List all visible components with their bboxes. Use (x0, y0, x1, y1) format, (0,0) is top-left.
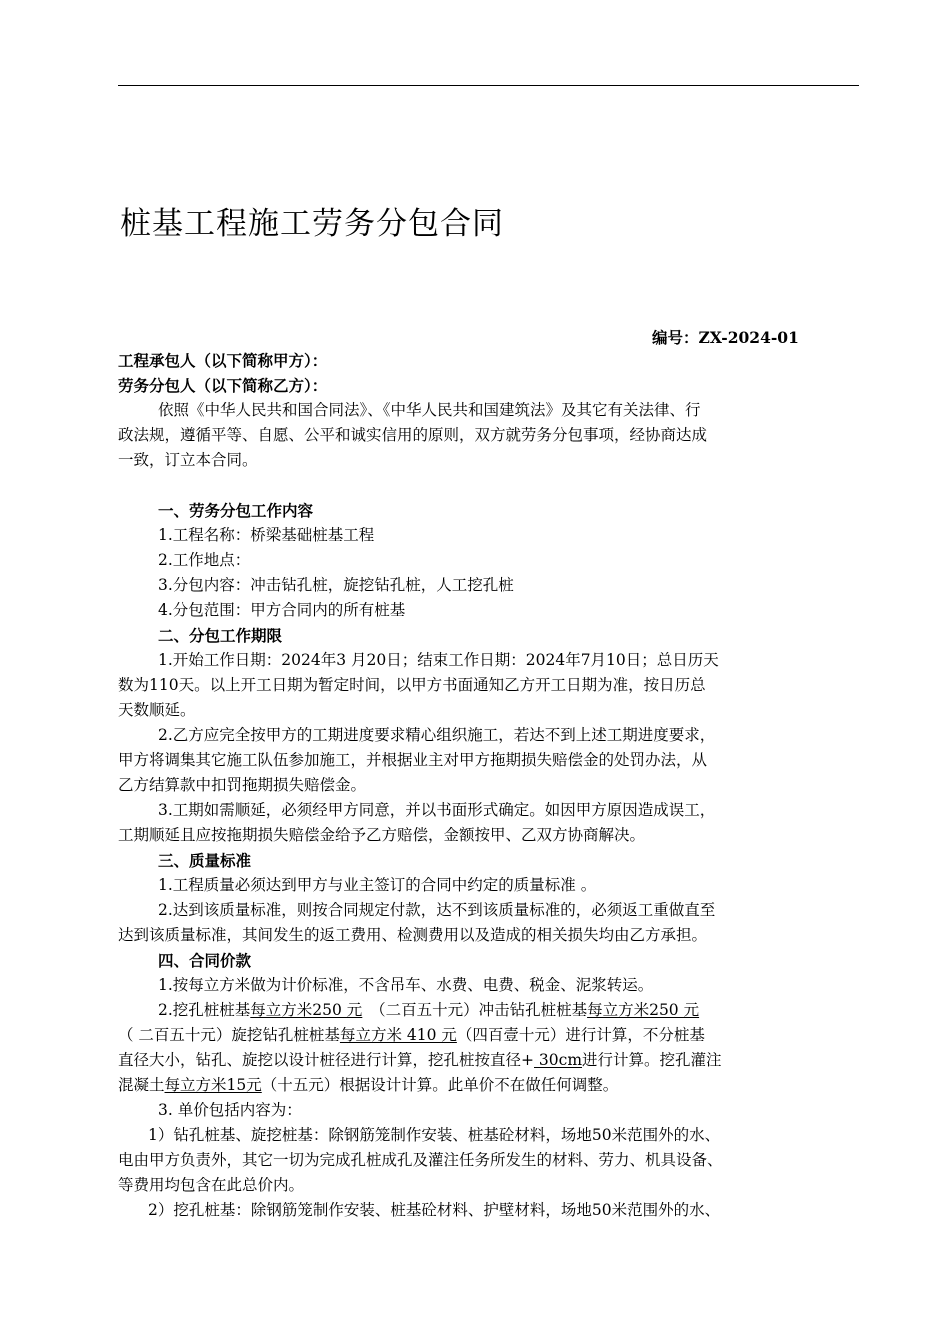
price-text: 直径大小，钻孔、旋挖以设计桩径进行计算，挖孔桩按直径+ (118, 1051, 534, 1069)
paragraph-line: 3.工期如需顺延，必须经甲方同意，并以书面形式确定。如因甲方原因造成误工， (158, 801, 716, 819)
price-text: （十五元）根据设计计算。此单价不在做任何调整。 (261, 1076, 619, 1094)
party-b-line: 劳务分包人（以下简称乙方）： (118, 376, 328, 395)
price-value: 每立方米 410 元 (339, 1026, 457, 1044)
paragraph-line: 3. 单价包括内容为： (158, 1101, 302, 1119)
price-text: 2.挖孔桩桩基 (158, 1001, 251, 1019)
price-text: 进行计算。挖孔灌注 (582, 1051, 722, 1069)
paragraph-line: 1.按每立方米做为计价标准，不含吊车、水费、电费、税金、泥浆转运。 (158, 976, 654, 994)
paragraph-line: 等费用均包含在此总价内。 (118, 1176, 305, 1194)
price-text: 混凝土 (118, 1076, 165, 1094)
section-item: 4.分包范围：甲方合同内的所有桩基 (158, 601, 406, 619)
document-body (118, 348, 864, 1223)
price-line (118, 998, 864, 1023)
section-heading: 三、质量标准 (158, 851, 252, 870)
document-title: 桩基工程施工劳务分包合同 (120, 206, 504, 242)
paragraph-line: 甲方将调集其它施工队伍参加施工，并根据业主对甲方拖期损失赔偿金的处罚办法，从 (118, 751, 708, 769)
intro-line: 依照《中华人民共和国合同法》、《中华人民共和国建筑法》及其它有关法律、行 (158, 401, 701, 419)
paragraph-line: 2.达到该质量标准，则按合同规定付款，达不到该质量标准的，必须返工重做直至 (158, 901, 716, 919)
price-text: （ 二百五十元）旋挖钻孔桩桩基 (118, 1026, 340, 1044)
price-value: 每立方米15元 (164, 1076, 262, 1094)
section-heading: 四、合同价款 (158, 951, 252, 970)
spacer (118, 473, 864, 498)
paragraph-line: 电由甲方负责外，其它一切为完成孔桩成孔及灌注任务所发生的材料、劳力、机具设备、 (118, 1151, 723, 1169)
party-a-line: 工程承包人（以下简称甲方）： (118, 351, 328, 370)
section-heading: 一、劳务分包工作内容 (158, 501, 314, 520)
paragraph-line: 数为110天。以上开工日期为暂定时间，以甲方书面通知乙方开工日期为准，按日历总 (118, 676, 706, 694)
price-value: 30cm (534, 1051, 583, 1069)
paragraph-line: 1）钻孔桩基、旋挖桩基：除钢筋笼制作安装、桩基砼材料，场地50米范围外的水、 (148, 1126, 721, 1144)
paragraph-line: 2）挖孔桩基：除钢筋笼制作安装、桩基砼材料、护壁材料，场地50米范围外的水、 (148, 1201, 721, 1219)
intro-line: 一致，订立本合同。 (118, 451, 258, 469)
paragraph-line: 达到该质量标准，其间发生的返工费用、检测费用以及造成的相关损失均由乙方承担。 (118, 926, 708, 944)
contract-number: 编号：ZX-2024-01 (652, 328, 799, 347)
price-value: 每立方米250 元 (250, 1001, 363, 1019)
paragraph-line: 乙方结算款中扣罚拖期损失赔偿金。 (118, 776, 367, 794)
section-item: 3.分包内容：冲击钻孔桩，旋挖钻孔桩，人工挖孔桩 (158, 576, 514, 594)
section-heading: 二、分包工作期限 (158, 626, 283, 645)
paragraph-line: 2.乙方应完全按甲方的工期进度要求精心组织施工，若达不到上述工期进度要求， (158, 726, 716, 744)
price-line (118, 1073, 864, 1098)
price-line (118, 1023, 864, 1048)
price-line (118, 1048, 864, 1073)
paragraph-line: 天数顺延。 (118, 701, 196, 719)
header-rule (118, 85, 859, 86)
section-item: 2.工作地点： (158, 551, 251, 569)
price-value: 每立方米250 元 (587, 1001, 700, 1019)
section-item: 1.工程名称：桥梁基础桩基工程 (158, 526, 375, 544)
paragraph-line: 1.工程质量必须达到甲方与业主签订的合同中约定的质量标准 。 (158, 876, 597, 894)
intro-line: 政法规，遵循平等、自愿、公平和诚实信用的原则，双方就劳务分包事项，经协商达成 (118, 426, 708, 444)
paragraph-line: 1.开始工作日期：2024年3 月20日；结束工作日期：2024年7月10日；总日历天 (158, 651, 719, 669)
paragraph-line: 工期顺延且应按拖期损失赔偿金给予乙方赔偿，金额按甲、乙双方协商解决。 (118, 826, 646, 844)
price-text: （四百壹十元）进行计算，不分桩基 (456, 1026, 705, 1044)
price-text: （二百五十元）冲击钻孔桩桩基 (362, 1001, 588, 1019)
